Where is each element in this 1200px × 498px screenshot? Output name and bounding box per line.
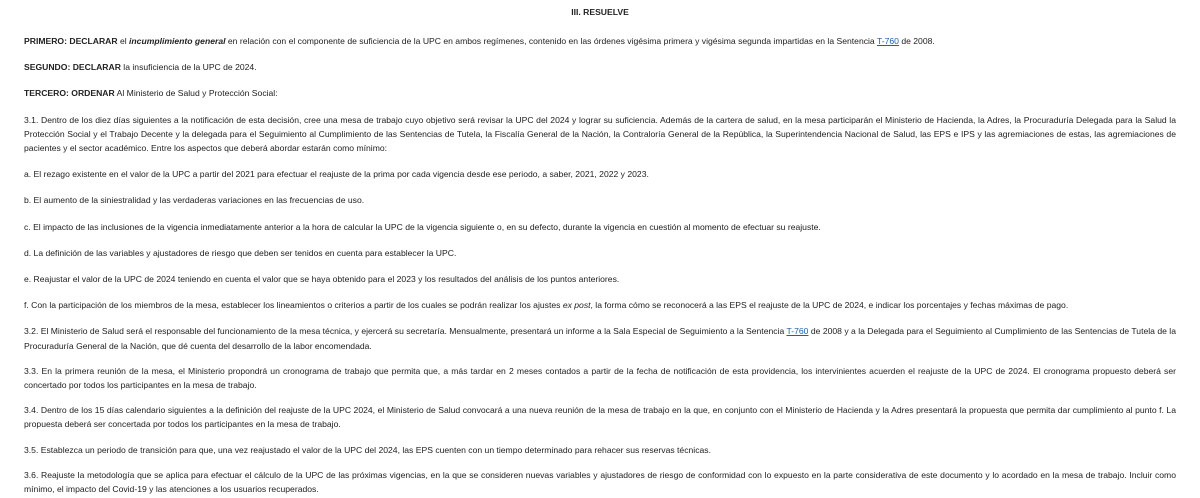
tercero-text: Al Ministerio de Salud y Protección Social: bbox=[114, 88, 278, 99]
segundo-label: SEGUNDO: DECLARAR bbox=[24, 62, 121, 73]
item-f-emphasis: ex post bbox=[562, 300, 591, 311]
item-c: c. El impacto de las inclusiones de la vigencia inmediatamente anterior a la hora de calcular la UPC de la vigencia siguiente o, en su defecto, durante la vigencia en cuestión al momento de efectuar su reajuste. bbox=[24, 221, 821, 232]
paragraph-segundo bbox=[24, 60, 1176, 74]
tercero-label: TERCERO: ORDENAR bbox=[24, 88, 115, 99]
paragraph-3-4: 3.4. Dentro de los 15 días calendario siguientes a la definición del reajuste de la UPC 2024, el Ministerio de Salud convocará a una nueva reunión de la mesa de trabajo en la que, en conjunto con el Ministerio de Hacienda y la Adres presentará la propuesta que permita dar cumplimiento al punto f. La propuesta deberá ser concertada por todos los participantes en la mesa de trabajo. bbox=[24, 405, 1176, 430]
primero-label: PRIMERO: DECLARAR bbox=[24, 36, 118, 46]
paragraph-primero bbox=[24, 34, 1176, 48]
paragraph-3-2 bbox=[24, 324, 1176, 352]
primero-emphasis: incumplimiento general bbox=[129, 36, 226, 46]
sentencia-t760-link-2[interactable]: T-760 bbox=[786, 326, 809, 337]
p32-text-2: de 2008 y a la Delegada para el Seguimiento al Cumplimiento de las Sentencias de Tutela de la Procuraduría General de la Nación, que dé cuenta del desarrollo de la labor encomendada. bbox=[24, 326, 1176, 351]
paragraph-3-5: 3.5. Establezca un periodo de transición para que, una vez reajustado el valor de la UPC del 2024, las EPS cuenten con un tiempo determinado para rehacer sus reservas técnicas. bbox=[24, 444, 711, 455]
primero-text-2: en relación con el componente de suficiencia de la UPC en ambos regímenes, contenido en las órdenes vigésima primera y vigésima segunda impartidas en la Sentencia bbox=[225, 36, 877, 46]
item-a: a. El rezago existente en el valor de la UPC a partir del 2021 para efectuar el reajuste de la prima por cada vigencia desde ese periodo, a saber, 2021, 2022 y 2023. bbox=[24, 169, 649, 180]
paragraph-3-1: 3.1. Dentro de los diez días siguientes a la notificación de esta decisión, cree una mesa de trabajo cuyo objetivo será revisar la UPC del 2024 y lograr su suficiencia. Además de la cartera de salud, en la mesa participarán el Ministerio de Hacienda, la Adres, la Procuraduría Delegada para la Salud la Protección Social y el Trabajo Decente y la delegada para el Seguimiento al Cumplimiento de las Sentencias de Tutela, la Fiscalía General de la Nación, la Contraloría General de la República, la Superintendencia Nacional de Salud, las EPS e IPS y las agremiaciones de estas, las agremiaciones de pacientes y el sector académico. Entre los aspectos que deberá abordar estarán como mínimo: bbox=[24, 114, 1176, 154]
item-f-text-1: f. Con la participación de los miembros de la mesa, establecer los lineamientos o criterios a partir de los cuales se podrán realizar los ajustes bbox=[24, 300, 563, 311]
section-heading: III. RESUELVE bbox=[571, 7, 629, 17]
p32-text-1: 3.2. El Ministerio de Salud será el responsable del funcionamiento de la mesa técnica, y ejercerá su secretaría. Mensualmente, presentará un informe a la Sala Especial de Seguimiento a la Sentencia bbox=[24, 326, 787, 337]
paragraph-3-3: 3.3. En la primera reunión de la mesa, el Ministerio propondrá un cronograma de trabajo que permita que, a más tardar en 2 meses contados a partir de la fecha de notificación de esta providencia, los intervinientes acuerden el reajuste de la UPC de 2024. El cronograma propuesto deberá ser concertado por todos los participantes en la mesa de trabajo. bbox=[24, 365, 1176, 391]
item-f bbox=[24, 298, 1176, 312]
sentencia-t760-link[interactable]: T-760 bbox=[876, 36, 899, 46]
item-d: d. La definición de las variables y ajustadores de riesgo que deben ser tenidos en cuenta para establecer la UPC. bbox=[24, 247, 457, 258]
primero-text-3: de 2008. bbox=[898, 36, 935, 46]
primero-text-1: el bbox=[117, 36, 130, 46]
segundo-text: la insuficiencia de la UPC de 2024. bbox=[120, 62, 257, 73]
item-b: b. El aumento de la siniestralidad y las verdaderas variaciones en las frecuencias de uso. bbox=[24, 195, 365, 206]
paragraph-tercero bbox=[24, 86, 1176, 100]
item-e: e. Reajustar el valor de la UPC de 2024 teniendo en cuenta el valor que se haya obtenido para el 2023 y los resultados del análisis de los puntos anteriores. bbox=[24, 274, 620, 285]
paragraph-3-6: 3.6. Reajuste la metodología que se aplica para efectuar el cálculo de la UPC de las próximas vigencias, en la que se consideren nuevas variables y ajustadores de riesgo de conformidad con lo expuesto en la parte considerativa de este documento y lo acordado en la mesa de trabajo. Incluir como mínimo, el impacto del Covid-19 y las atenciones a los usuarios recuperados. bbox=[24, 469, 1176, 495]
item-f-text-2: , la forma cómo se reconocerá a las EPS el reajuste de la UPC de 2024, e indicar los porcentajes y fechas máximas de pago. bbox=[590, 300, 1069, 311]
